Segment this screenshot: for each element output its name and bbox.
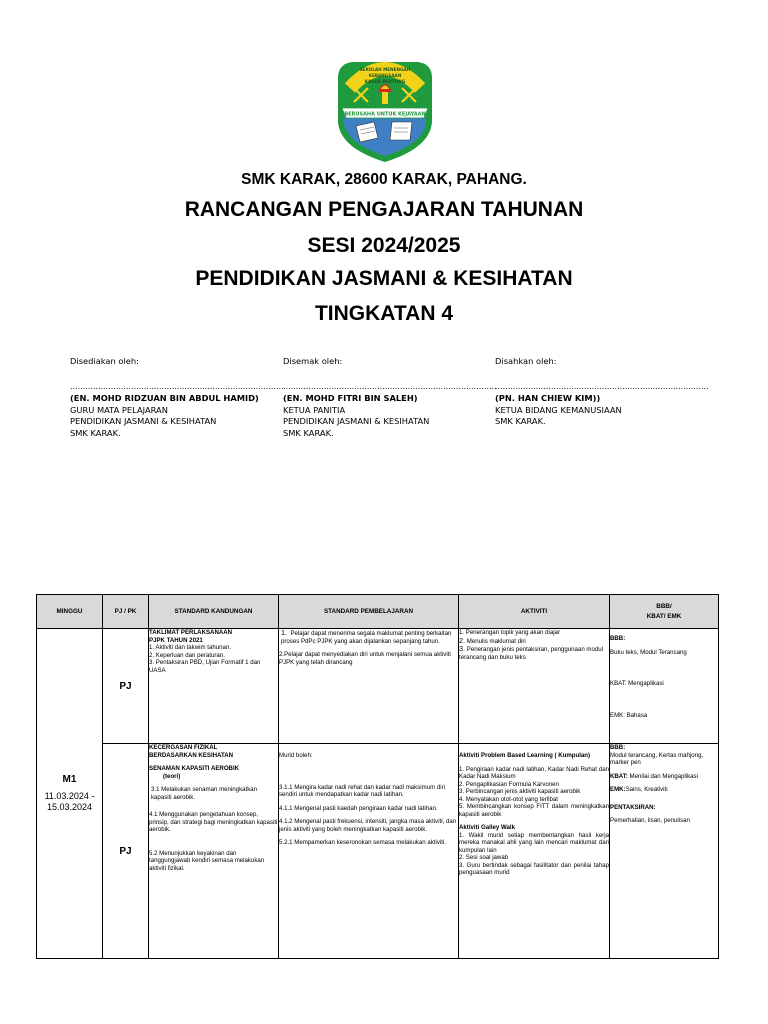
lesson-plan-table <box>36 594 719 959</box>
signature-role: KETUA PANITIA <box>283 404 346 415</box>
signature-name: (PN. HAN CHIEW KIM)) <box>495 392 601 403</box>
session-title: SESI 2024/2025 <box>307 234 461 257</box>
akt-item: 5. Membincangkan konsep FITT dalam meningkatkan kapasiti aerobik <box>459 803 609 818</box>
kbat-value: KBAT: Mengaplikasi <box>610 680 664 687</box>
header-standard-pembelajaran: STANDARD PEMBELAJARAN <box>279 595 459 629</box>
signature-role: SMK KARAK. <box>495 416 546 427</box>
aktiviti-cell <box>459 744 610 959</box>
pj-cell: PJ <box>103 629 149 744</box>
week-cell <box>37 629 103 959</box>
akt-number: 3. <box>459 644 466 653</box>
bbb-label: BBB: <box>610 635 626 642</box>
sk-title: SENAMAN KAPASITI AEROBIK <box>149 765 240 772</box>
sp-number: 1. <box>281 628 288 637</box>
pj-cell: PJ <box>103 744 149 959</box>
signature-role: SMK KARAK. <box>70 428 121 439</box>
signature-role: KETUA BIDANG KEMANUSIAAN <box>495 404 622 415</box>
week-date-start: 11.03.2024 - <box>44 791 95 801</box>
signature-role: GURU MATA PELAJARAN <box>70 404 168 415</box>
bbb-label: BBB: <box>610 744 626 751</box>
akt-item: 1. Wakil murid setiap membentangkan hasil kerja mereka manakal ahli yang lain mencari maklumat dari kumpulan lain <box>459 831 609 854</box>
table-row <box>37 744 719 959</box>
sp-item: 4.1.1 Mengenal pasti kaedah pengiraan kadar nadi latihan. <box>279 804 438 812</box>
header-bbb-line2: KBAT/ EMK <box>646 612 682 620</box>
standard-pembelajaran-cell <box>279 629 459 744</box>
sk-item: 2. Keperluan dan peraturan. <box>149 651 225 659</box>
signature-name: (EN. MOHD RIDZUAN BIN ABDUL HAMID) <box>70 392 259 403</box>
svg-text:SEKOLAH MENENGAH: SEKOLAH MENENGAH <box>359 67 411 72</box>
akt-item: 2. Pengaplikasian Formula Karvonen <box>459 780 559 788</box>
header-bbb-line1: BBB/ <box>656 602 672 610</box>
sp-item: Pelajar dapat menerima segala maklumat penting berkaitan proses PdPc PJPK yang akan dijalankan sepanjang tahun. <box>281 630 452 645</box>
sk-item: 5.2 Menunjukkan keyakinan dan tanggungjawab kendiri semasa melakukan aktiviti fizikal. <box>149 849 265 872</box>
signature-role: SMK KARAK. <box>283 428 334 439</box>
signature-approved-by <box>495 356 709 428</box>
header-pjpk: PJ / PK <box>103 595 149 629</box>
header-bbb-kbat-emk <box>610 595 719 629</box>
akt-item: Menulis maklumat diri <box>466 637 526 645</box>
sk-title: KECERGASAN FIZIKAL <box>149 744 218 751</box>
signature-role: PENDIDIKAN JASMANI & KESIHATAN <box>70 416 217 427</box>
kbat-label: KBAT: <box>610 772 628 780</box>
signature-role: PENDIDIKAN JASMANI & KESIHATAN <box>283 416 430 427</box>
svg-text:KARAK BENTONG: KARAK BENTONG <box>364 79 406 84</box>
table-row <box>37 629 719 744</box>
akt-number: 2. <box>459 635 466 645</box>
header-standard-kandungan: STANDARD KANDUNGAN <box>149 595 279 629</box>
week-label: M1 <box>62 774 77 785</box>
signature-name: (EN. MOHD FITRI BIN SALEH) <box>283 392 418 403</box>
document-title: RANCANGAN PENGAJARAN TAHUNAN <box>184 198 584 221</box>
signature-label: Disahkan oleh: <box>495 356 557 366</box>
sp-item: 4.1.2 Mengenal pasti frekuensi, intensiti, jangka masa aktiviti, dan jenis aktiviti yang boleh meningkatkan kapasiti aerobik. <box>279 818 457 833</box>
svg-text:KEBANGSAAN: KEBANGSAAN <box>368 73 402 78</box>
akt-title: Aktiviti Galley Walk <box>459 824 515 831</box>
akt-item: 3. Perbincangan jenis aktiviti kapasiti aerobik <box>459 788 581 795</box>
akt-item: Penerangan topik yang akan diajar <box>465 629 560 636</box>
sk-title: BERDASARKAN KESIHATAN <box>149 751 234 759</box>
akt-item: 3. Guru bertindak sebagai fasilitator dan penilai tahap penguasaan murid <box>459 861 609 876</box>
bbb-cell <box>610 744 719 959</box>
sk-item: 4.1 Menggunakan pengetahuan konsep, prinsip, dan strategi bagi meningkatkan kapasiti aerobik. <box>149 811 278 833</box>
signature-reviewed-by <box>283 356 497 440</box>
week-date-end: 15.03.2024 <box>46 802 93 812</box>
standard-kandungan-cell <box>149 744 279 959</box>
bbb-cell <box>610 629 719 744</box>
emk-value: EMK: Bahasa <box>610 711 648 719</box>
akt-item: 4. Menyatakan otot-otot yang terlibat <box>459 795 558 803</box>
sp-item: 5.2.1 Mempamerkan keseronokan semasa melakukan aktiviti. <box>279 839 446 846</box>
sp-intro: Murid boleh: <box>279 752 313 759</box>
sk-title: TAKLIMAT PERLAKSANAAN <box>149 629 233 636</box>
school-crest-logo <box>330 52 440 164</box>
standard-kandungan-cell <box>149 629 279 744</box>
sk-item: 3. Pentaksiran PBD, Ujian Formatif 1 dan UASA <box>149 659 261 674</box>
signature-label: Disemak oleh: <box>283 356 343 366</box>
header-aktiviti: AKTIVITI <box>459 595 610 629</box>
pentaksiran-label: PENTAKSIRAN: <box>610 803 656 811</box>
svg-text:BERUSAHA UNTUK KEJAYAAN: BERUSAHA UNTUK KEJAYAAN <box>344 111 426 118</box>
akt-title: Aktiviti Problem Based Learning ( Kumpulan) <box>459 752 591 759</box>
akt-item: 1. Pengiraan kadar nadi latihan, Kadar Nadi Rehat dan Kadar Nadi Maksium <box>459 765 609 780</box>
signature-label: Disediakan oleh: <box>70 356 139 366</box>
form-title: TINGKATAN 4 <box>314 302 454 325</box>
sk-item: 3.1 Melakukan senaman meningkatkan kapasiti aerobik. <box>151 786 258 801</box>
sp-item: 3.1.1 Mengira kadar nadi rehat dan kadar nadi maksimum diri sendiri untuk mendapatkan kadar nadi latihan. <box>279 783 445 798</box>
aktiviti-cell <box>459 629 610 744</box>
pentaksiran-value: Pemerhatian, lisan, penulisan <box>610 817 690 824</box>
sp-item: 2.Pelajar dapat menyediakan diri untuk menjalani semua aktiviti PJPK yang telah dirancang <box>279 651 451 666</box>
table-header-row <box>37 595 719 629</box>
sk-item: 1. Aktiviti dan takwim tahunan. <box>149 644 231 651</box>
sk-title: (teori) <box>163 772 181 780</box>
emk-value: Sains, Kreativiti <box>625 786 668 793</box>
signature-line: .................................................................................... <box>283 381 497 391</box>
subject-title: PENDIDIKAN JASMANI & KESIHATAN <box>195 267 573 290</box>
signature-line: .................................................................................... <box>70 381 284 391</box>
kbat-value: Menilai dan Mengaplikasi <box>629 772 698 780</box>
akt-item: Penerangan jenis pentaksiran, penggunaan modul terancang dan buku teks <box>459 646 603 661</box>
bbb-value: Buku teks, Modul Terancang <box>610 648 687 656</box>
bbb-value: Modul terancang, Kertas mahjong, marker pen <box>610 751 704 766</box>
emk-label: EMK: <box>610 786 626 793</box>
standard-pembelajaran-cell <box>279 744 459 959</box>
school-address: SMK KARAK, 28600 KARAK, PAHANG. <box>241 171 527 188</box>
akt-item: 2. Sesi soal jawab <box>459 854 509 861</box>
akt-number: 1. <box>459 629 465 636</box>
header-minggu: MINGGU <box>37 595 103 629</box>
signature-line: .................................................................................... <box>495 381 709 391</box>
signature-prepared-by <box>70 356 284 440</box>
sk-title: PJPK TAHUN 2021 <box>149 636 203 644</box>
